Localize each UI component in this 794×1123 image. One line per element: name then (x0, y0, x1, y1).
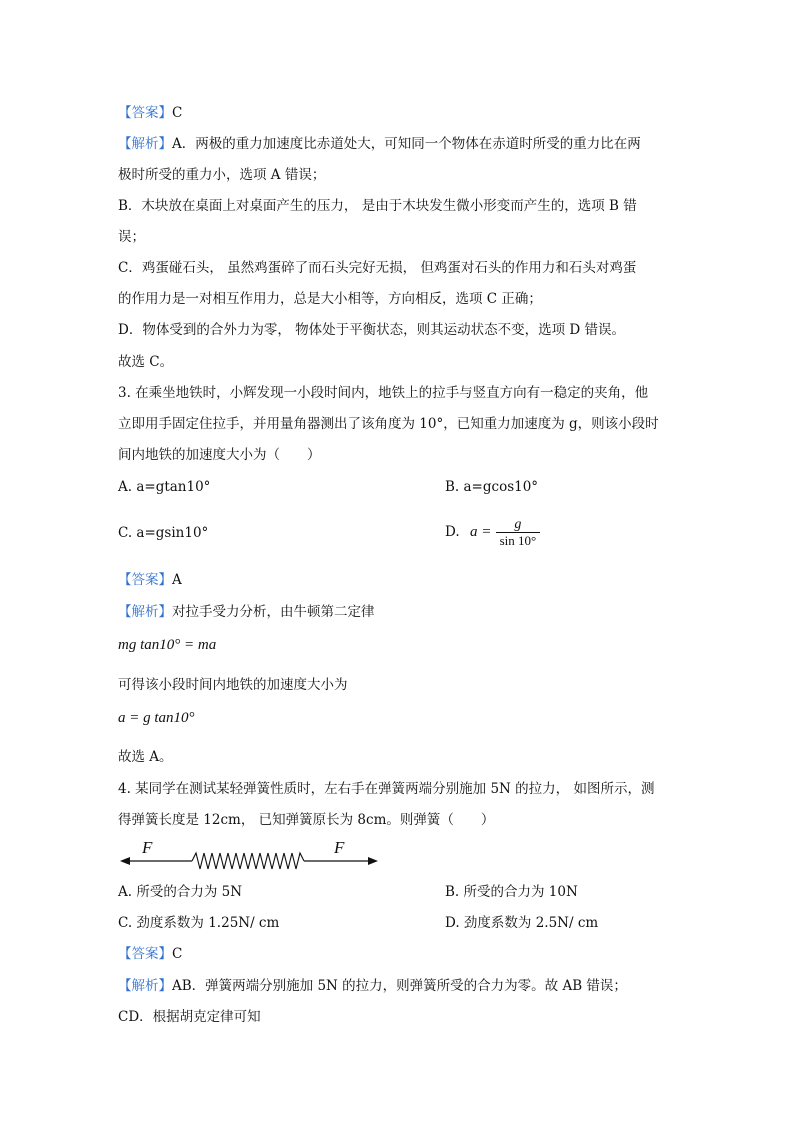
fraction-denominator: sin 10° (496, 532, 541, 548)
q2-conclusion: 故选 C。 (118, 354, 174, 370)
q4-option-d: D. 劲度系数为 2.5N/ cm (445, 915, 599, 931)
left-arrowhead-icon (120, 857, 130, 865)
force-label-left: F (142, 838, 153, 857)
answer-tag: 【答案】 (118, 105, 172, 121)
answer-value: C (172, 105, 183, 121)
analysis-tag: 【解析】 (118, 604, 172, 620)
q2-analysis-line-1 (118, 135, 641, 153)
q3-conclusion: 故选 A。 (118, 749, 173, 765)
q3-stem-line-1: 3. 在乘坐地铁时，小辉发现一小段时间内，地铁上的拉手与竖直方向有一稳定的夹角，他 (118, 385, 649, 401)
spring-figure (118, 838, 380, 872)
q3-answer-line (118, 571, 182, 589)
answer-value: C (172, 946, 183, 962)
q4-stem-line-2: 得弹簧长度是 12cm， 已知弹簧原长为 8cm。则弹簧（ ） (118, 812, 495, 828)
q3-option-d (445, 514, 540, 550)
q3-equation-2: a = g tan10° (118, 710, 195, 726)
q4-option-c: C. 劲度系数为 1.25N/ cm (118, 915, 280, 931)
right-arrowhead-icon (368, 857, 378, 865)
q3-option-c: C. a=gsin10° (118, 525, 209, 541)
q4-analysis-line (118, 977, 627, 995)
force-label-right: F (334, 838, 345, 857)
q4-analysis-cd: CD．根据胡克定律可知 (118, 1009, 261, 1025)
spring-coil (192, 853, 304, 869)
option-d-lhs: a = (469, 524, 492, 540)
q2-option-b-line-2: 误； (118, 229, 145, 245)
q4-answer-line (118, 945, 182, 963)
answer-value: A (172, 572, 182, 588)
q4-option-a: A. 所受的合力为 5N (118, 884, 243, 900)
option-d-label: D. (445, 524, 460, 540)
q3-derive-text: 可得该小段时间内地铁的加速度大小为 (118, 677, 348, 693)
analysis-tag: 【解析】 (118, 136, 172, 152)
analysis-text: 对拉手受力分析，由牛顿第二定律 (172, 604, 375, 620)
q2-option-b-line-1: B．木块放在桌面上对桌面产生的压力， 是由于木块发生微小形变而产生的，选项 B 错 (118, 198, 637, 214)
q4-stem-line-1: 4. 某同学在测试某轻弹簧性质时，左右手在弹簧两端分别施加 5N 的拉力， 如图所示，测 (118, 781, 655, 797)
q2-option-c-line-1: C．鸡蛋碰石头， 虽然鸡蛋碎了而石头完好无损， 但鸡蛋对石头的作用力和石头对鸡蛋 (118, 260, 637, 276)
analysis-text: A．两极的重力加速度比赤道处大，可知同一个物体在赤道时所受的重力比在两 (172, 136, 641, 152)
q3-option-b: B. a=gcos10° (445, 479, 539, 495)
q3-analysis-line (118, 603, 375, 621)
q2-option-c-line-2: 的作用力是一对相互作用力，总是大小相等，方向相反，选项 C 正确； (118, 291, 542, 307)
q3-stem-line-3: 间内地铁的加速度大小为（ ） (118, 447, 321, 463)
answer-tag: 【答案】 (118, 946, 172, 962)
analysis-tag: 【解析】 (118, 978, 172, 994)
fraction-numerator: g (514, 517, 522, 532)
q3-stem-line-2: 立即用手固定住拉手，并用量角器测出了该角度为 10°，已知重力加速度为 g，则该小段时 (118, 416, 659, 432)
q3-equation-1: mg tan10° = ma (118, 637, 217, 653)
option-d-fraction (496, 517, 541, 548)
q4-option-b: B. 所受的合力为 10N (445, 884, 578, 900)
answer-tag: 【答案】 (118, 572, 172, 588)
q2-answer-line (118, 104, 182, 122)
q2-analysis-line-2: 极时所受的重力小，选项 A 错误； (118, 167, 326, 183)
analysis-text: AB．弹簧两端分别施加 5N 的拉力，则弹簧所受的合力为零。故 AB 错误； (172, 978, 627, 994)
q3-option-a: A. a=gtan10° (118, 479, 211, 495)
q2-option-d-line: D．物体受到的合外力为零， 物体处于平衡状态，则其运动状态不变，选项 D 错误。 (118, 322, 626, 338)
